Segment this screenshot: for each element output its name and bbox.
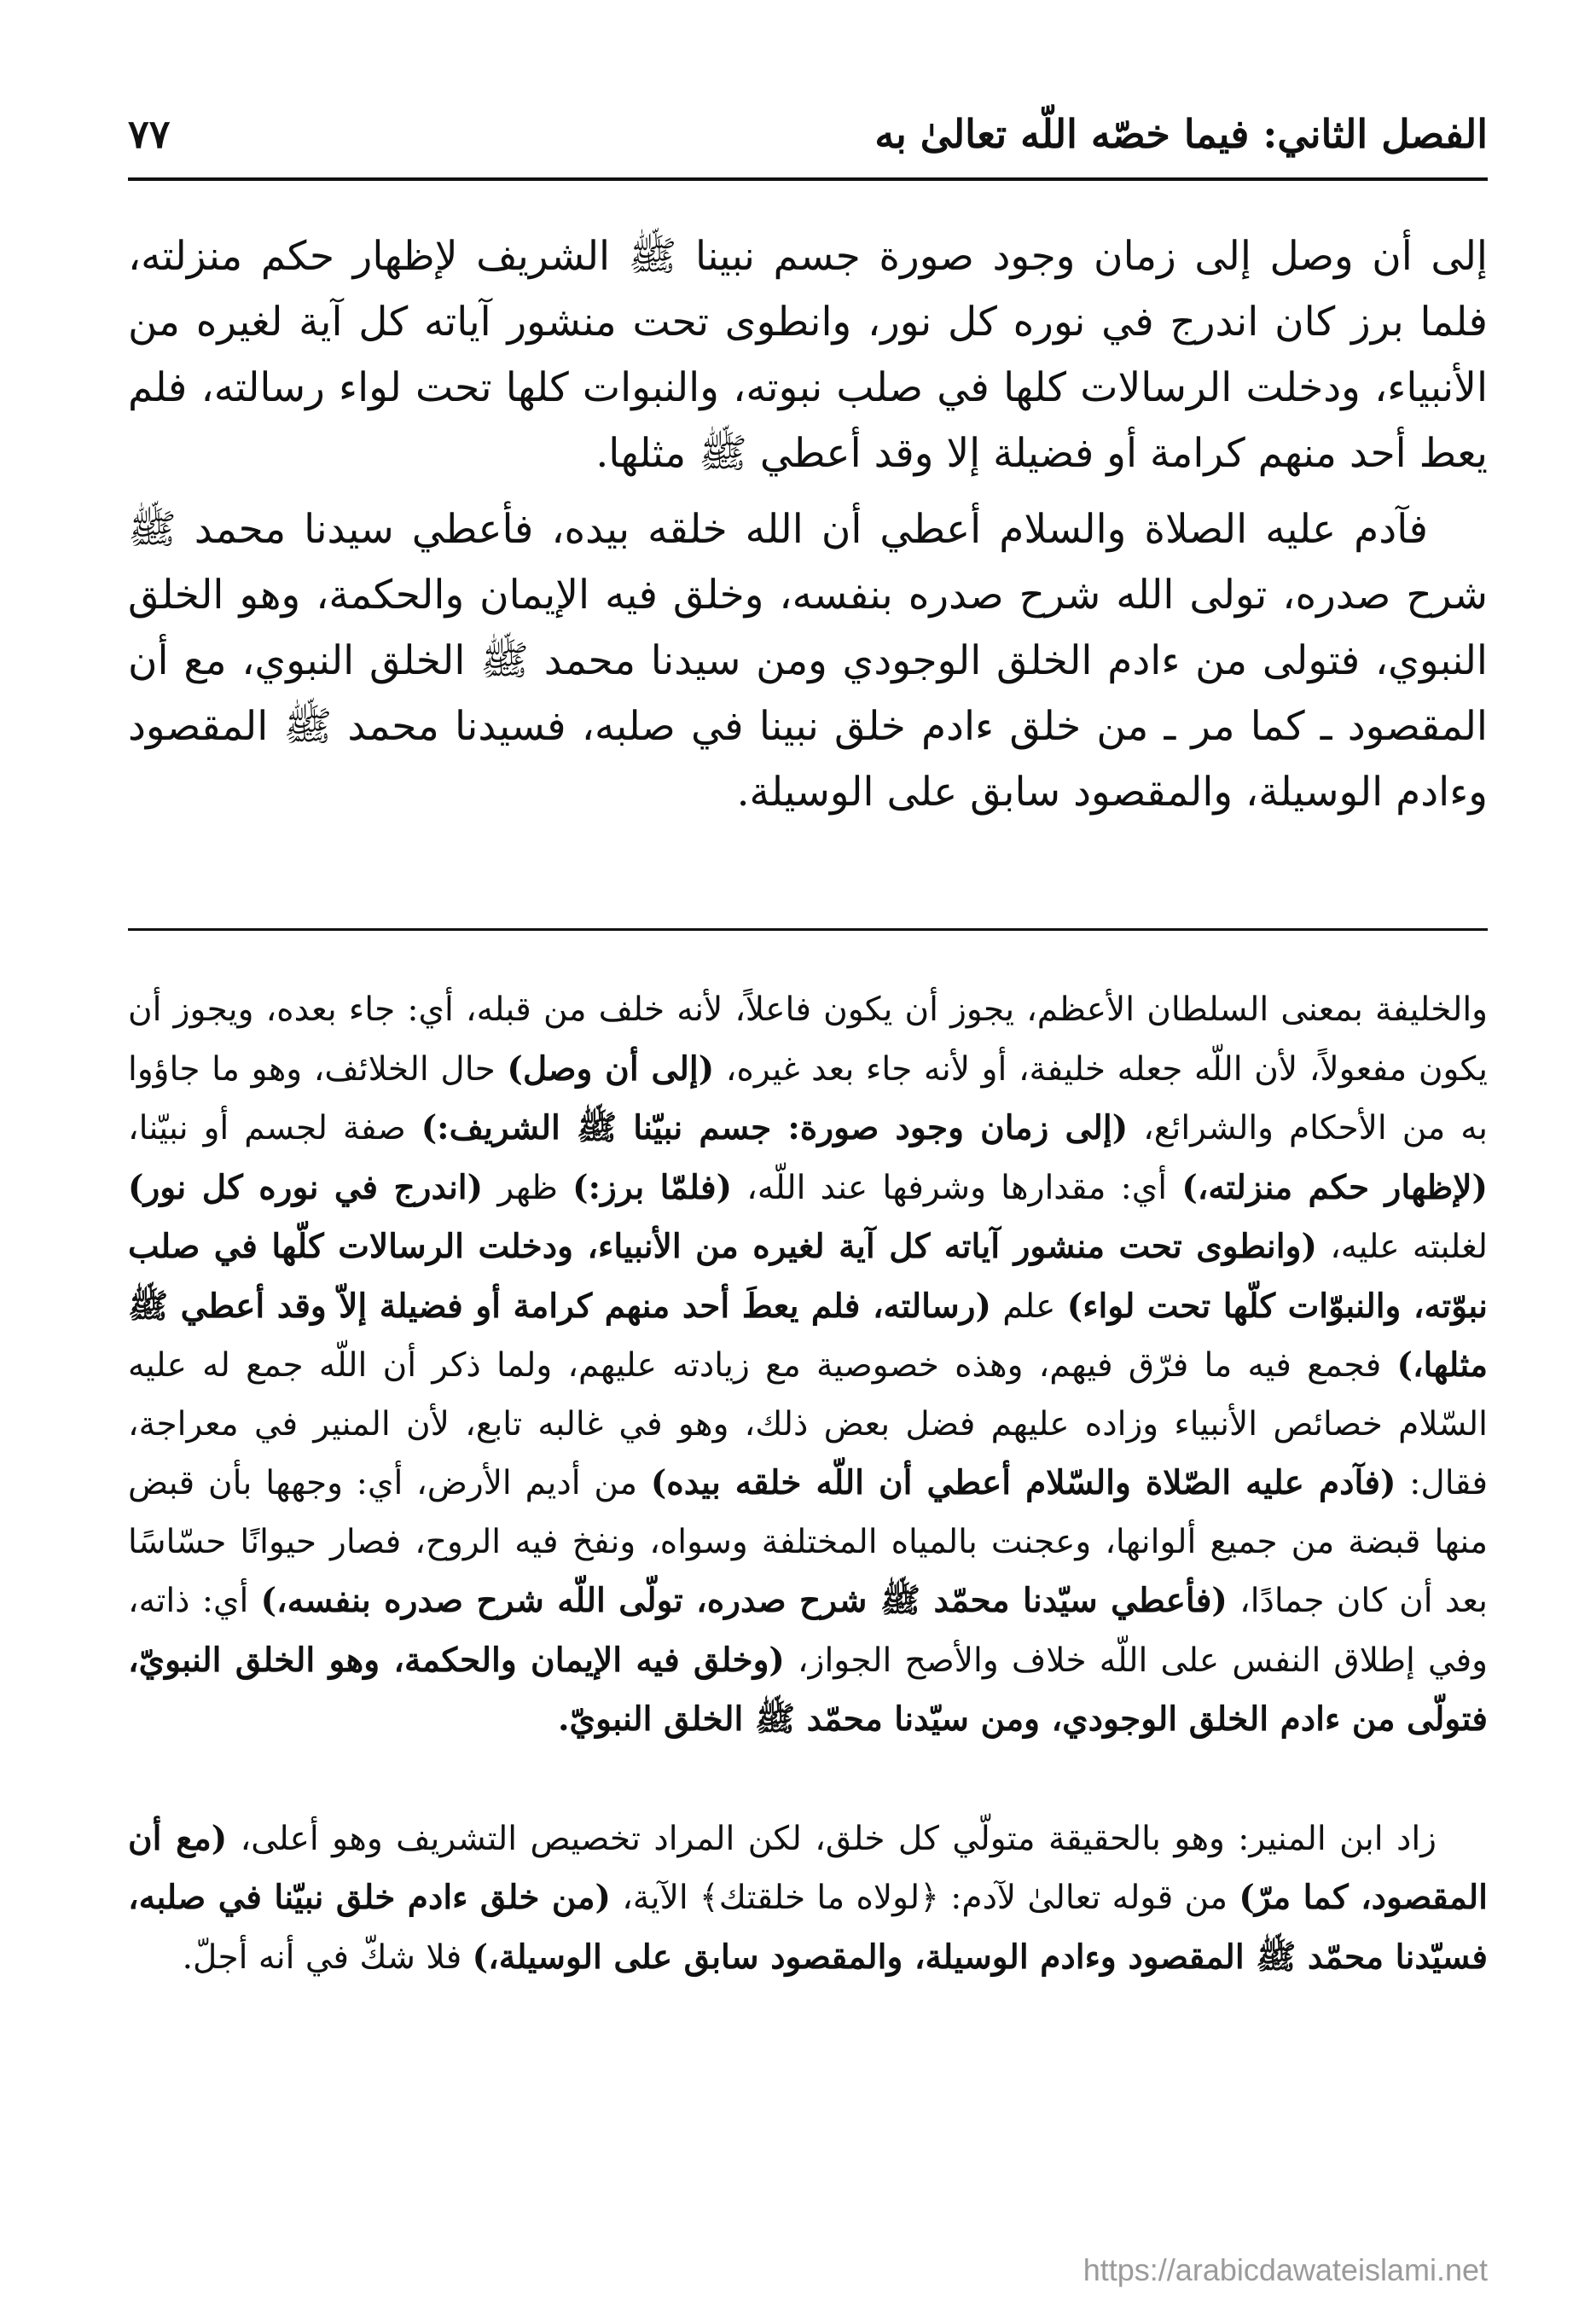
commentary-text: والخليفة بمعنى السلطان الأعظم، يجوز أن يكون فاعلاً، لأنه خلف من قبله، أي: جاء بعده، ويجوز أن يكون مفعولاً، لأن اللّه جعله خليفة، أو لأنه جاء بعد غيره، — [128, 991, 1488, 1089]
quoted-text-bold: (من خلق ءادم خلق نبيّنا في صلبه، فسيّدنا محمّد ﷺ المقصود وءادم الوسيلة، والمقصود سابق على الوسيلة،) — [128, 1878, 1488, 1977]
main-paragraph-2: فآدم عليه الصلاة والسلام أعطي أن الله خلقه بيده، فأعطي سيدنا محمد ﷺ شرح صدره، تولى الله شرح صدره بنفسه، وخلق فيه الإيمان والحكمة، وهو الخلق النبوي، فتولى من ءادم الخلق الوجودي ومن سيدنا محمد ﷺ الخلق النبوي، مع أن المقصود ـ كما مر ـ من خلق ءادم خلق نبينا في صلبه، فسيدنا محمد ﷺ المقصود وءادم الوسيلة، والمقصود سابق على الوسيلة. — [128, 506, 1488, 816]
quoted-text-bold: (مع أن المقصود، كما مرّ) — [128, 1818, 1488, 1917]
commentary-text: صفة لجسم أو نبيّنا، — [128, 1109, 421, 1147]
commentary-text: ظهر — [483, 1168, 573, 1207]
page-number: ٧٧ — [128, 111, 171, 157]
commentary-text: لغلبته عليه، — [1316, 1228, 1488, 1266]
commentary-text: من أديم الأرض، أي: وجهها بأن قبض منها قبضة من جميع ألوانها، وعجنت بالمياه المختلفة وسواه، ونفخ فيه الروح، فصار حيوانًا حسّاسًا بعد أن كان جمادًا، — [128, 1464, 1488, 1620]
commentary-text: فلا شكّ في أنه أجلّ. — [182, 1938, 473, 1977]
commentary-text: زاد ابن المنير: وهو بالحقيقة متولّي كل خلق، لكن المراد تخصيص التشريف وهو أعلى، — [227, 1819, 1437, 1858]
quoted-text-bold: (فلمّا برز:) — [572, 1167, 733, 1207]
main-text — [128, 224, 1488, 825]
quoted-text-bold: (فأعطي سيّدنا محمّد ﷺ شرح صدره، تولّى اللّه شرح صدره بنفسه،) — [260, 1581, 1228, 1620]
page-header — [128, 104, 1488, 164]
commentary-paragraph-1 — [128, 981, 1488, 1750]
header-rule — [128, 177, 1488, 181]
quoted-text-bold: (فآدم عليه الصّلاة والسّلام أعطي أن اللّه خلقه بيده) — [650, 1463, 1396, 1502]
quoted-text-bold: (إلى زمان وجود صورة: جسم نبيّنا ﷺ الشريف:) — [421, 1108, 1129, 1147]
quoted-text-bold: (إلى أن وصل) — [507, 1049, 715, 1089]
commentary-text: علم — [990, 1287, 1067, 1326]
commentary-text: حال الخلائف، وهو ما جاؤوا به من الأحكام والشرائع، — [128, 1049, 1488, 1147]
footnote-separator — [128, 928, 1488, 931]
chapter-title: الفصل الثاني: فيما خصّه اللّه تعالىٰ به — [874, 111, 1488, 157]
commentary — [128, 981, 1488, 1987]
quoted-text-bold: (لإظهار حكم منزلته،) — [1181, 1167, 1488, 1207]
commentary-text: فجمع فيه ما فرّق فيهم، وهذه خصوصية مع زيادته عليهم، ولما ذكر أن اللّه جمع له عليه السّلام خصائص الأنبياء وزاده عليهم فضل بعض ذلك، وهو في غالبه تابع، لأن المنير في معراجة، فقال: — [128, 1346, 1488, 1502]
commentary-text: أي: ذاته، وفي إطلاق النفس على اللّه خلاف والأصح الجواز، — [128, 1582, 1488, 1680]
watermark-url: https://arabicdawateislami.net — [1083, 2252, 1488, 2287]
quoted-text-bold: (وخلق فيه الإيمان والحكمة، وهو الخلق النبويّ، فتولّى من ءادم الخلق الوجودي، ومن سيّدنا محمّد ﷺ الخلق النبويّ. — [128, 1640, 1488, 1739]
quoted-text-bold: (رسالته، فلم يعطَ أحد منهم كرامة أو فضيلة إلاّ وقد أعطي ﷺ مثلها،) — [128, 1286, 1488, 1385]
main-paragraph-1: إلى أن وصل إلى زمان وجود صورة جسم نبينا ﷺ الشريف لإظهار حكم منزلته، فلما برز كان اندرج في نوره كل نور، وانطوى تحت منشور آياته كل آية لغيره من الأنبياء، ودخلت الرسالات كلها في صلب نبوته، والنبوات كلها تحت لواء رسالته، فلم يعط أحد منهم كرامة أو فضيلة إلا وقد أعطي ﷺ مثلها. — [128, 233, 1488, 477]
commentary-text: من قوله تعالىٰ لآدم: ﴿لولاه ما خلقتك﴾ الآية، — [610, 1879, 1239, 1917]
quoted-text-bold: (اندرج في نوره كل نور) — [128, 1167, 484, 1207]
commentary-text: أي: مقدارها وشرفها عند اللّه، — [732, 1168, 1182, 1207]
commentary-paragraph-2 — [128, 1810, 1488, 1988]
quoted-text-bold: (وانطوى تحت منشور آياته كل آية لغيره من الأنبياء، ودخلت الرسالات كلّها في صلب نبوّته، والنبوّات كلّها تحت لواء) — [128, 1227, 1488, 1326]
